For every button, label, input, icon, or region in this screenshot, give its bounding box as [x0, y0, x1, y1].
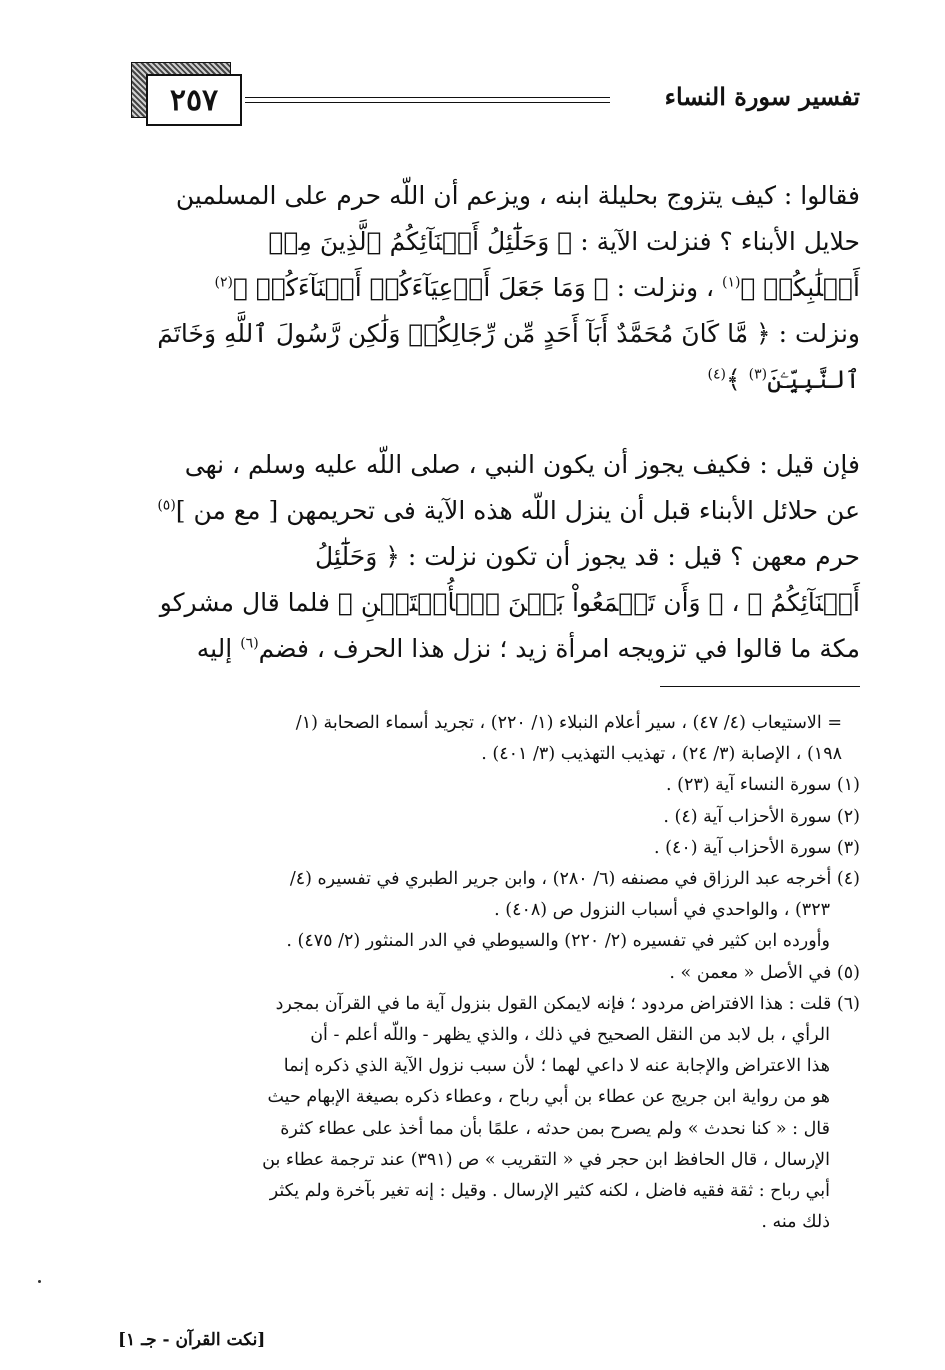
page-number: ٢٥٧	[169, 82, 219, 118]
footnote-line: هذا الاعتراض والإجابة عنه لا داعي لهما ؛ لأن سبب نزول الآية الذي ذكره إنما	[283, 1056, 830, 1077]
body-line: فقالوا : كيف يتزوج بحليلة ابنه ، ويزعم أن اللّه حرم على المسلمين	[175, 181, 860, 210]
main-paragraph-1	[122, 173, 860, 403]
footnote-5: (٥) في الأصل « معمن » .	[669, 962, 860, 983]
print-speck	[38, 1280, 41, 1283]
body-text: أَصۡلَٰبِكُمۡ ﴾	[740, 273, 860, 302]
body-line: أَبۡنَآئِكُمُ ﴾ ، ﴿ وَأَن تَجۡمَعُواْ بَيۡنَ ٱلۡأُخۡتَيۡنِ ﴾ فلما قال مشركو	[159, 588, 860, 617]
footnote-line: ١٩٨) ، الإصابة (٣/ ٢٤) ، تهذيب التهذيب (٣/ ٤٠١) .	[481, 744, 842, 765]
body-text: ، ونزلت : ﴿ وَمَا جَعَلَ أَدۡعِيَآءَكُمۡ أَبۡنَآءَكُمۡ ﴾	[232, 273, 722, 302]
footnote-line: أبي رباح : ثقة فقيه فاضل ، لكنه كثير الإرسال . وقيل : إنه تغير بآخرة ولم يكثر	[269, 1181, 830, 1202]
footnotes	[122, 708, 860, 1238]
footnote-line: وأورده ابن كثير في تفسيره (٢/ ٢٢٠) والسيوطي في الدر المنثور (٢/ ٤٧٥) .	[286, 931, 830, 952]
footnote-line: = الاستيعاب (٤/ ٤٧) ، سير أعلام النبلاء (١/ ٢٢٠) ، تجريد أسماء الصحابة (١/	[295, 713, 842, 733]
body-line	[122, 265, 860, 311]
footnote-line: قال : « كنا نحدث » ولم يصرح بمن حدثه ، علمًا بأن مما أخذ على عطاء كثرة	[280, 1118, 830, 1139]
header-rule	[245, 97, 610, 103]
footnote-line: الإرسال ، قال الحافظ ابن حجر في « التقريب » ص (٣٩١) عند ترجمة عطاء بن	[262, 1149, 830, 1170]
footnote-line: الرأي ، بل لابد من النقل الصحيح في ذلك ، والذي يظهر - واللّه أعلم - أن	[310, 1025, 830, 1046]
footnote-3: (٣) سورة الأحزاب آية (٤٠) .	[654, 837, 860, 858]
page-number-box	[146, 74, 242, 126]
body-text: ﴾	[726, 365, 749, 394]
footnote-line: هو من رواية ابن جريج عن عطاء بن أبي رباح ، وعطاء ذكره بصيغة الإبهام حيث	[267, 1087, 830, 1108]
body-line	[122, 626, 860, 672]
footnote-6: (٦) قلت : هذا الافتراض مردود ؛ فإنه لايمكن القول بنزول آية ما في القرآن بمجرد	[275, 993, 860, 1014]
footnotes-separator	[660, 686, 860, 687]
footnote-marker: (٤)	[707, 366, 727, 383]
footnote-marker: (١)	[722, 274, 741, 291]
body-line	[122, 357, 860, 403]
main-paragraph-2	[122, 442, 860, 672]
body-line: فإن قيل : فكيف يجوز أن يكون النبي ، صلى اللّه عليه وسلم ، نهى	[184, 450, 860, 479]
body-line: حرم معهن ؟ قيل : قد يجوز أن تكون نزلت : ﴿ وَحَلَٰٓئِلُ	[315, 542, 860, 571]
footnote-marker: (٢)	[214, 274, 233, 291]
footnote-line: ذلك منه .	[761, 1212, 830, 1233]
footnote-marker: (٦)	[240, 635, 259, 652]
body-line	[122, 488, 860, 534]
footnote-1: (١) سورة النساء آية (٢٣) .	[666, 775, 860, 796]
footnote-2: (٢) سورة الأحزاب آية (٤) .	[663, 806, 860, 827]
body-text: عن حلائل الأبناء قبل أن ينزل اللّه هذه الآية فى تحريمهن [ مع من ]	[175, 496, 860, 525]
body-text: مكة ما قالوا في تزويجه امرأة زيد ؛ نزل هذا الحرف ، فضم	[258, 634, 860, 663]
body-line: ونزلت : ﴿ مَّا كَانَ مُحَمَّدٌ أَبَآ أَحَدٍ مِّن رِّجَالِكُمۡ وَلَٰكِن رَّسُولَ ٱللَّهِ وَخَاتَمَ	[157, 319, 860, 348]
footnote-marker: (٣)	[748, 366, 768, 383]
footnote-marker: (٥)	[157, 497, 176, 514]
body-text: إليه	[196, 634, 241, 663]
body-text: ٱلنَّبِيِّـۧنَ	[767, 365, 860, 394]
volume-signature: [نكت القرآن - جـ ١]	[118, 1330, 266, 1350]
body-line: حلايل الأبناء ؟ فنزلت الآية : ﴿ وَحَلَٰٓئِلُ أَبۡنَآئِكُمُ ٱلَّذِينَ مِنۡ	[268, 227, 860, 256]
footnote-4: (٤) أخرجه عبد الرزاق في مصنفه (٦/ ٢٨٠) ، وابن جرير الطبري في تفسيره (٤/	[289, 869, 860, 890]
running-title: تفسير سورة النساء	[664, 82, 860, 111]
footnote-line: ٣٢٣) ، والواحدي في أسباب النزول ص (٤٠٨) .	[494, 900, 830, 921]
